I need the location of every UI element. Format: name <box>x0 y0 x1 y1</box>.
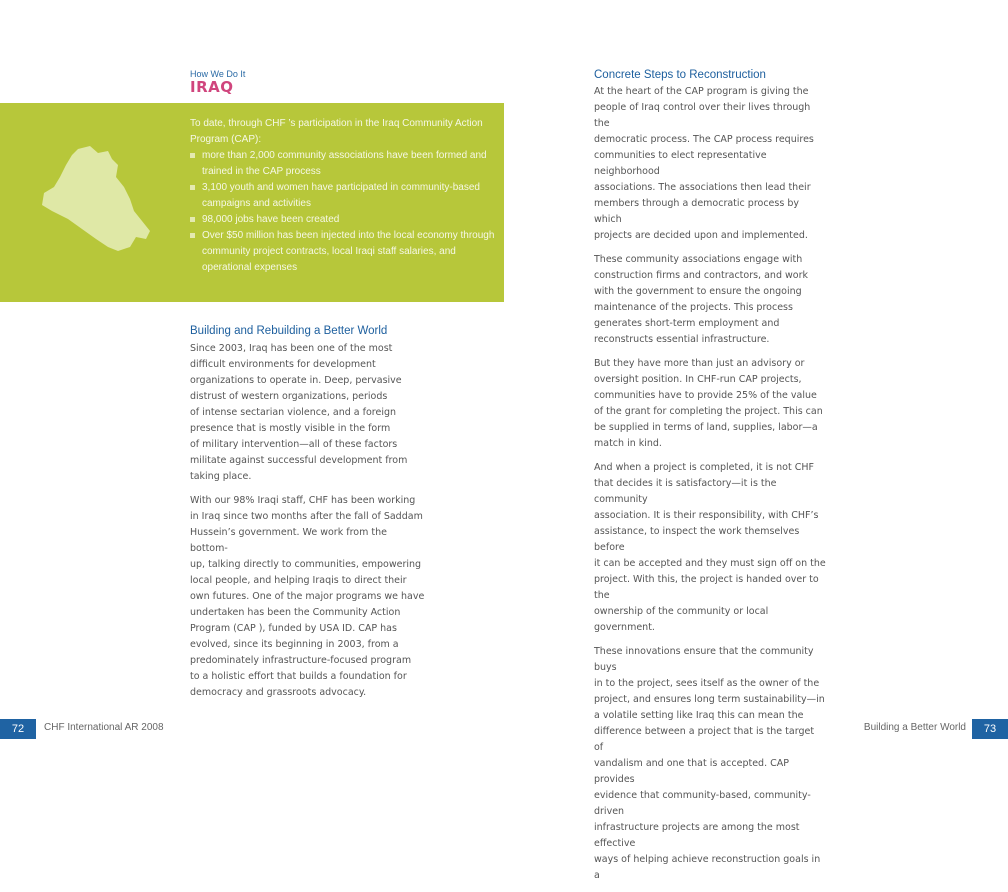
iraq-map-icon <box>38 143 150 259</box>
list-item: Over $50 million has been injected into the local economy through community project contracts, local Iraqi staff salaries, and operational expenses <box>190 228 496 276</box>
facts-box-text <box>190 116 496 276</box>
section-kicker: How We Do It <box>190 69 246 79</box>
paragraph: Since 2003, Iraq has been one of the most difficult environments for development organizations to operate in. Deep, pervasive distrust of western organizations, periods of intense sectarian violence, and a foreign presence that is mostly visible in the form of military intervention—all of these factors militate against successful development from taking place. <box>190 343 408 482</box>
paragraph: With our 98% Iraqi staff, CHF has been working in Iraq since two months after the fall of Saddam Hussein’s government. We work from the bottom- up, talking directly to communities, empowering local people, and helping Iraqis to direct their own futures. One of the major programs we have undertaken has been the Community Action Program (CAP ), funded by USA ID. CAP has evolved, since its beginning in 2003, from a predominately infrastructure-focused program to a holistic effort that builds a foundation for democracy and grassroots advocacy. <box>190 495 425 698</box>
page-number-left: 72 <box>0 719 36 739</box>
paragraph: At the heart of the CAP program is giving the people of Iraq control over their lives through the democratic process. The CAP process requires communities to elect representative neighborhood associations. The associations then lead their members through a democratic process by which projects are decided upon and implemented. <box>594 86 814 241</box>
right-section-heading: Concrete Steps to Reconstruction <box>594 69 766 81</box>
right-body-text <box>594 84 826 892</box>
footer-right: Building a Better World <box>863 722 966 733</box>
paragraph: And when a project is completed, it is not CHF that decides it is satisfactory—it is the community association. It is their responsibility, with CHF’s assistance, to inspect the work themselves before it can be accepted and they must sign off on the project. With this, the project is handed over to the ownership of the community or local government. <box>594 462 826 633</box>
facts-intro: To date, through CHF ’s participation in the Iraq Community Action Program (CAP): <box>190 118 483 145</box>
paragraph: These innovations ensure that the community buys in to the project, sees itself as the owner of the project, and ensures long term sustainability—in a volatile setting like Iraq this can mean the difference between a project that is the target of vandalism and one that is accepted. CAP provides evidence that community-based, community-driven infrastructure projects are among the most effective ways of helping achieve reconstruction goals in a <box>594 646 825 881</box>
facts-list <box>190 148 496 276</box>
left-section-heading: Building and Rebuilding a Better World <box>190 325 388 337</box>
footer-left: CHF International AR 2008 <box>44 722 164 733</box>
list-item: more than 2,000 community associations have been formed and trained in the CAP process <box>190 148 496 180</box>
paragraph: But they have more than just an advisory or oversight position. In CHF-run CAP projects, communities have to provide 25% of the value of the grant for completing the project. This can be supplied in terms of land, supplies, labor—a match in kind. <box>594 358 823 449</box>
page-number-right: 73 <box>972 719 1008 739</box>
country-title: IRAQ <box>190 78 234 96</box>
left-body-text <box>190 341 426 709</box>
list-item: 3,100 youth and women have participated in community-based campaigns and activities <box>190 180 496 212</box>
list-item: 98,000 jobs have been created <box>190 212 496 228</box>
paragraph: These community associations engage with construction firms and contractors, and work with the government to ensure the ongoing maintenance of the projects. This process generates short-term employment and reconstructs essential infrastructure. <box>594 254 808 345</box>
